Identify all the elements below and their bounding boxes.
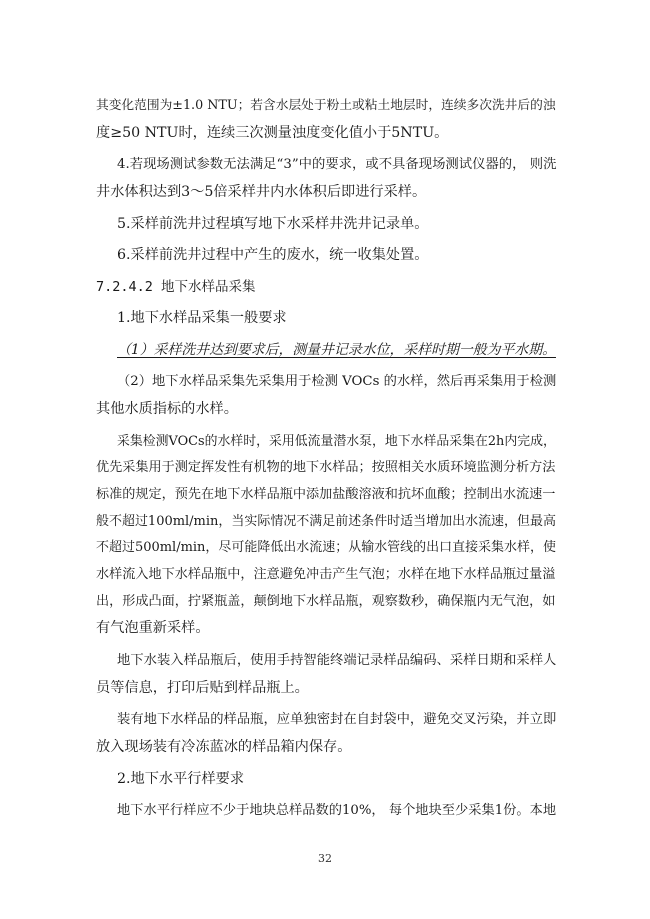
body-text-line: 放入现场装有冷冻蓝冰的样品箱内保存。 [96, 739, 352, 755]
body-text-line: 般不超过100ml/min，当实际情况不满足前述条件时适当增加出水流速，但最高 [96, 514, 556, 529]
body-text-line: 出，形成凸面，拧紧瓶盖，颠倒地下水样品瓶，观察数秒，确保瓶内无气泡，如 [96, 594, 556, 609]
body-text-line: 优先采集用于测定挥发性有机物的地下水样品；按照相关水质环境监测分析方法 [96, 460, 556, 475]
page-number: 32 [318, 852, 332, 865]
body-text-line: 员等信息，打印后贴到样品瓶上。 [96, 680, 309, 696]
body-text-line: 地下水装入样品瓶后，使用手持智能终端记录样品编码、采样日期和采样人 [117, 653, 557, 668]
body-text-line: 其他水质指标的水样。 [96, 401, 238, 417]
section-heading: 7.2.4.2 地下水样品采集 [96, 279, 256, 295]
body-text-line: 其变化范围为±1.0 NTU；若含水层处于粉土或粘土地层时，连续多次洗井后的浊 [96, 98, 556, 113]
body-text-line: 不超过500ml/min，尽可能降低出水流速；从输水管线的出口直接采集水样，使 [96, 540, 556, 555]
body-text-line: 5.采样前洗井过程填写地下水采样井洗井记录单。 [117, 216, 429, 232]
body-text-line: 水样流入地下水样品瓶中，注意避免冲击产生气泡；水样在地下水样品瓶过量溢 [96, 567, 556, 582]
body-text-line: 有气泡重新采样。 [96, 620, 210, 636]
body-text-line: 采集检测VOCs的水样时，采用低流量潜水泵，地下水样品采集在2h内完成， [117, 434, 556, 449]
body-text-line: 4.若现场测试参数无法满足“3”中的要求，或不具备现场测试仪器的， 则洗 [117, 157, 557, 172]
subsection-heading: 1.地下水样品采集一般要求 [117, 310, 287, 326]
emphasized-line: （1）采样洗井达到要求后，测量井记录水位，采样时期一般为平水期。 [117, 342, 556, 358]
body-text-line: （2）地下水样品采集先采集用于检测 VOCs 的水样，然后再采集用于检测 [117, 374, 557, 389]
body-text-line: 地下水平行样应不少于地块总样品数的10%， 每个地块至少采集1份。本地 [117, 803, 557, 818]
body-text-line: 度≥50 NTU时，连续三次测量浊度变化值小于5NTU。 [96, 125, 449, 141]
body-text-line: 装有地下水样品的样品瓶，应单独密封在自封袋中，避免交叉污染，并立即 [117, 712, 557, 727]
body-text-line: 井水体积达到3～5倍采样井内水体积后即进行采样。 [96, 184, 427, 200]
body-text-line: 6.采样前洗井过程中产生的废水，统一收集处置。 [117, 247, 429, 263]
subsection-heading: 2.地下水平行样要求 [117, 771, 245, 787]
body-text-line: 标准的规定，预先在地下水样品瓶中添加盐酸溶液和抗坏血酸；控制出水流速一 [96, 487, 556, 502]
